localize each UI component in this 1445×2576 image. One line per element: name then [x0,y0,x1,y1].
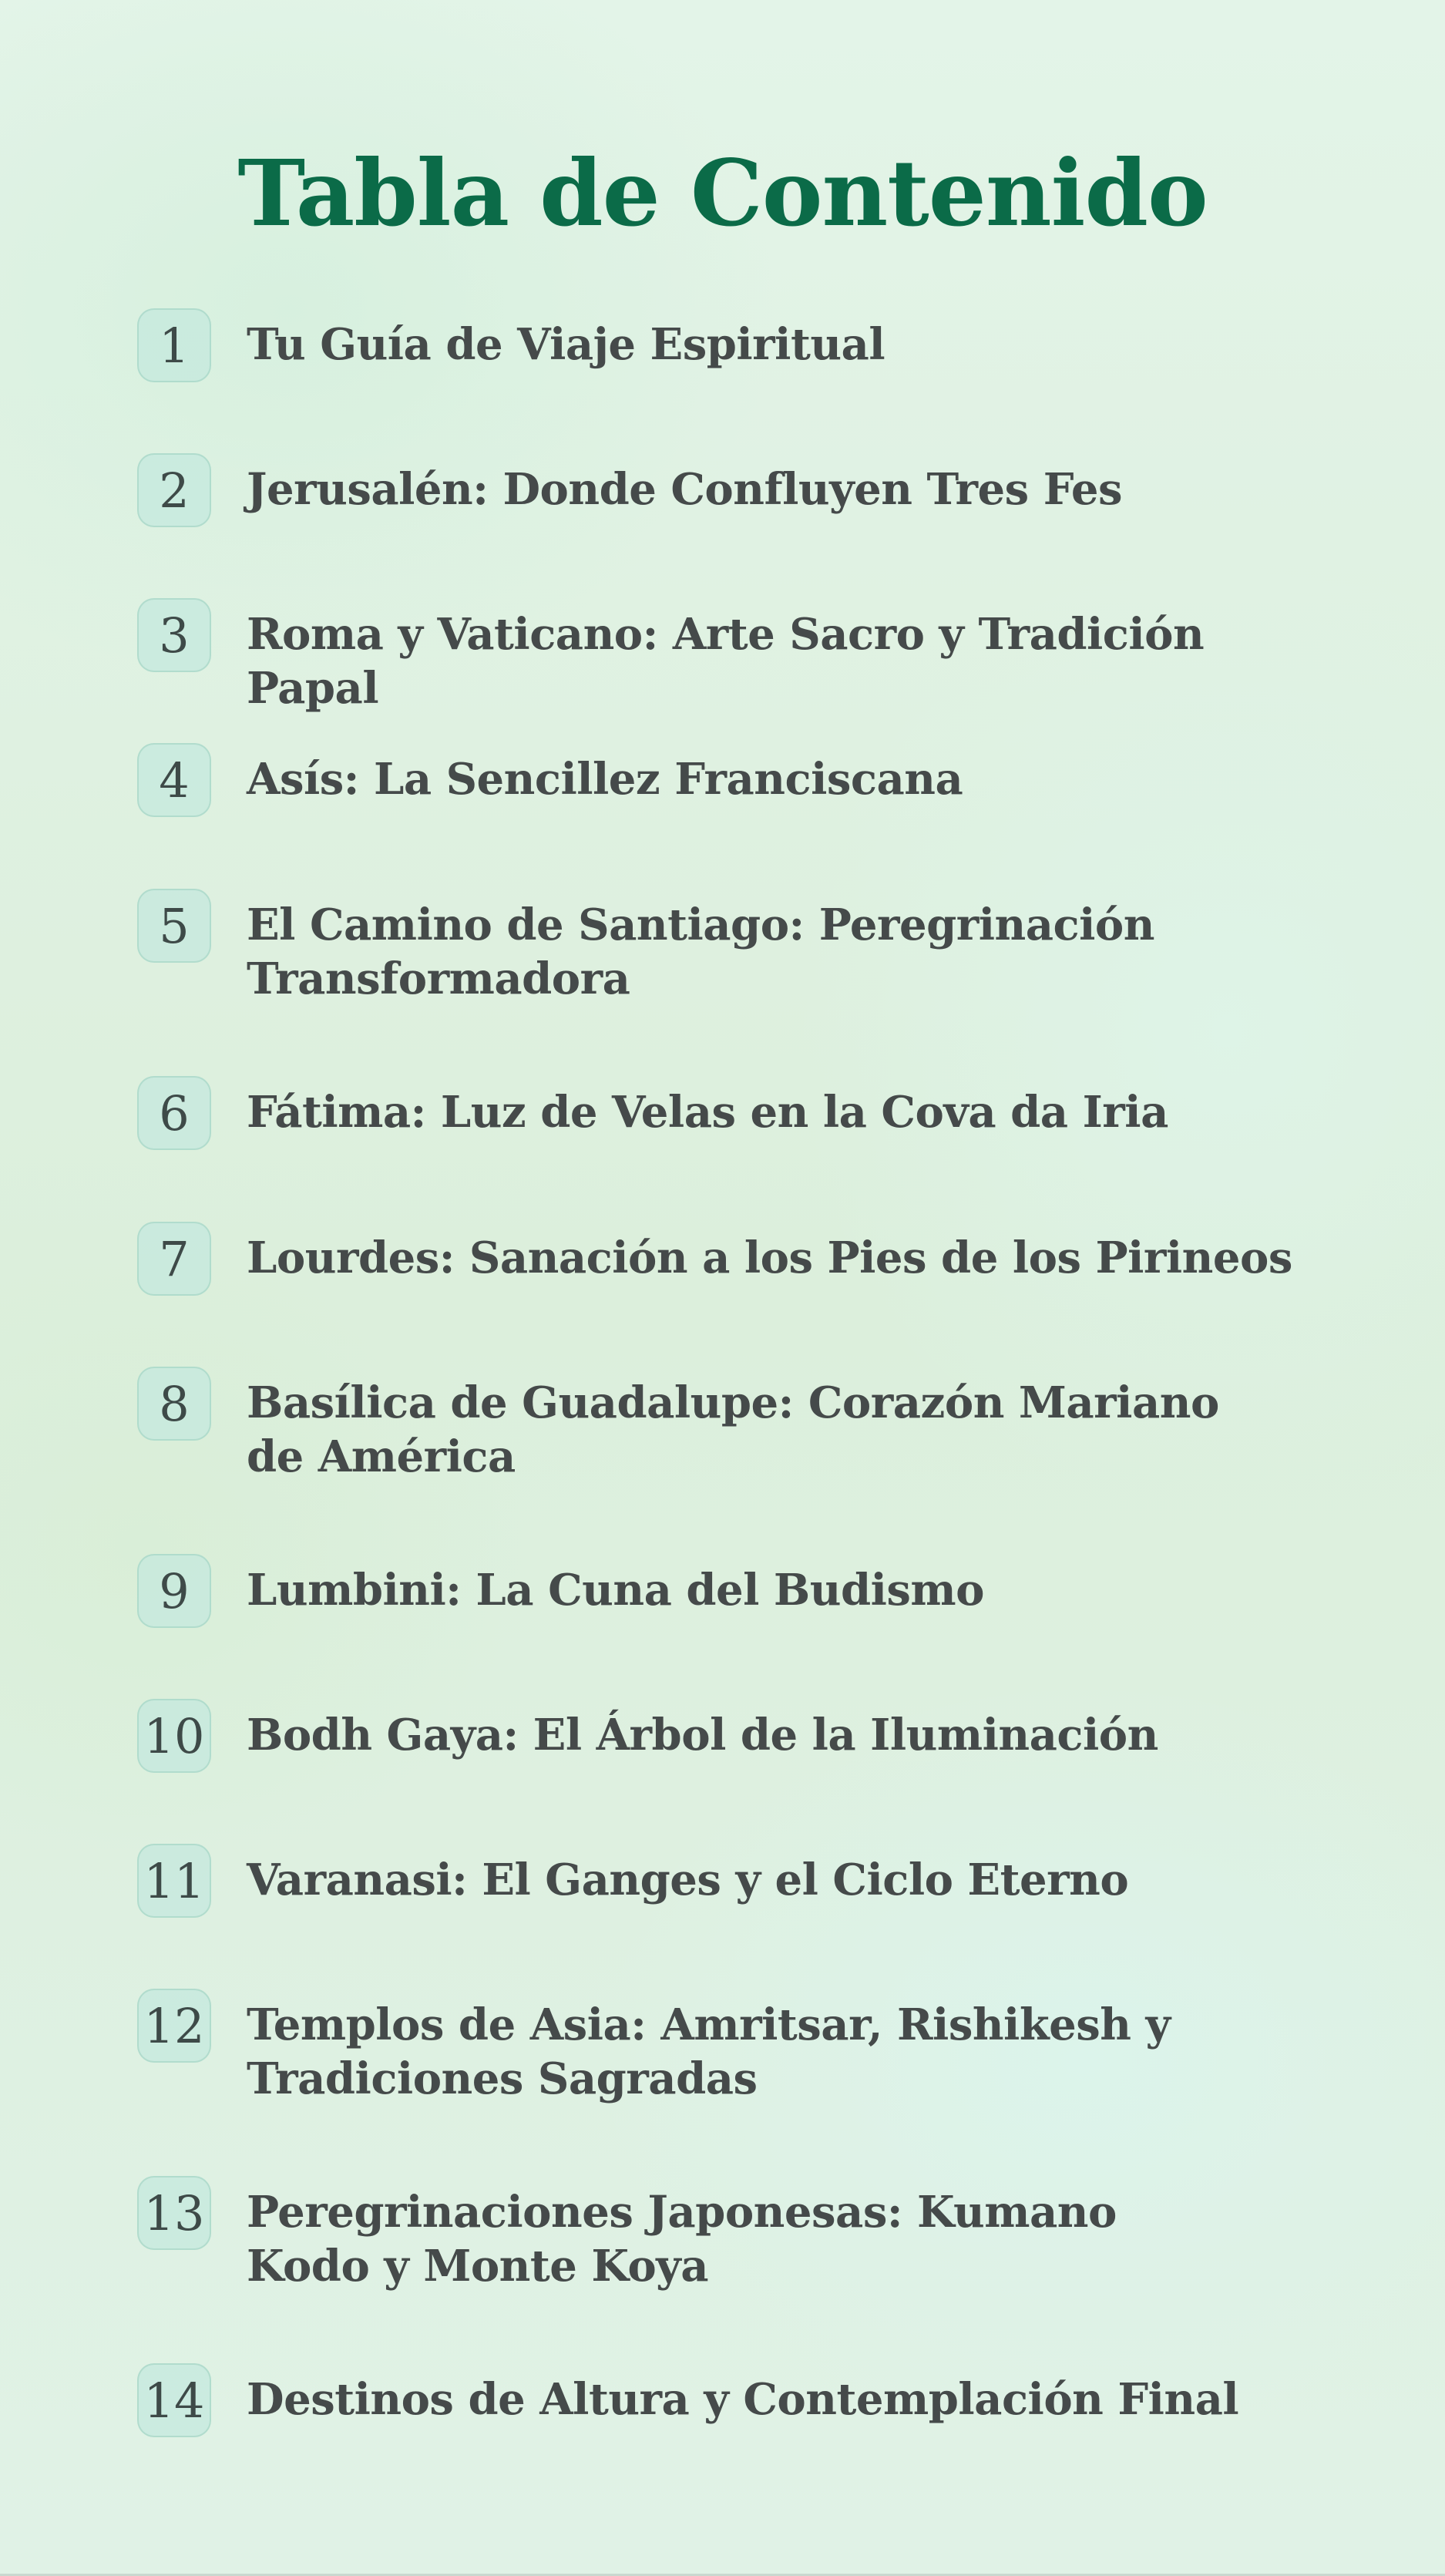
chapter-title: Tu Guía de Viaje Espiritual [247,319,885,370]
chapter-number: 10 [137,1699,211,1773]
chapter-title: El Camino de Santiago: Peregrinación Transformadora [247,900,1154,1004]
toc-entry-4[interactable] [137,743,1293,817]
page-title: Tabla de Contenido [237,140,1208,247]
chapter-title: Templos de Asia: Amritsar, Rishikesh y Tradiciones Sagradas [247,1999,1171,2104]
chapter-number: 12 [137,1989,211,2063]
chapter-title: Lourdes: Sanación a los Pies de los Pirineos [247,1233,1292,1283]
chapter-number: 14 [137,2363,211,2437]
chapter-number: 2 [137,453,211,527]
chapter-title: Bodh Gaya: El Árbol de la Iluminación [247,1710,1158,1760]
toc-entry-11[interactable] [137,1844,1293,1918]
chapter-title: Varanasi: El Ganges y el Ciclo Eterno [247,1855,1129,1905]
chapter-number: 6 [137,1076,211,1150]
chapter-number: 1 [137,308,211,382]
chapter-title: Basílica de Guadalupe: Corazón Mariano de América [247,1377,1219,1482]
toc-entry-10[interactable] [137,1699,1293,1773]
chapter-number: 3 [137,598,211,672]
toc-entry-8[interactable] [137,1367,1293,1484]
toc-entry-3[interactable] [137,598,1293,715]
chapter-number: 5 [137,889,211,963]
toc-entry-14[interactable] [137,2363,1293,2437]
toc-entry-12[interactable] [137,1989,1293,2106]
toc-entry-6[interactable] [137,1076,1293,1150]
chapter-number: 4 [137,743,211,817]
chapter-number: 7 [137,1222,211,1296]
chapter-number: 8 [137,1367,211,1441]
chapter-number: 9 [137,1554,211,1628]
chapter-title: Destinos de Altura y Contemplación Final [247,2374,1239,2425]
toc-entry-5[interactable] [137,889,1293,1006]
chapter-title: Roma y Vaticano: Arte Sacro y Tradición Papal [247,609,1205,714]
chapter-title: Fátima: Luz de Velas en la Cova da Iria [247,1087,1168,1138]
toc-entry-2[interactable] [137,453,1293,527]
chapter-title: Jerusalén: Donde Confluyen Tres Fes [247,464,1123,515]
chapter-number: 13 [137,2176,211,2250]
toc-entry-7[interactable] [137,1222,1293,1296]
toc-entry-9[interactable] [137,1554,1293,1628]
toc-entry-1[interactable] [137,308,1293,382]
chapter-title: Lumbini: La Cuna del Budismo [247,1565,985,1616]
chapter-title: Asís: La Sencillez Franciscana [247,754,963,805]
chapter-number: 11 [137,1844,211,1918]
toc-entry-13[interactable] [137,2176,1293,2293]
chapter-title: Peregrinaciones Japonesas: Kumano Kodo y Monte Koya [247,2187,1117,2292]
